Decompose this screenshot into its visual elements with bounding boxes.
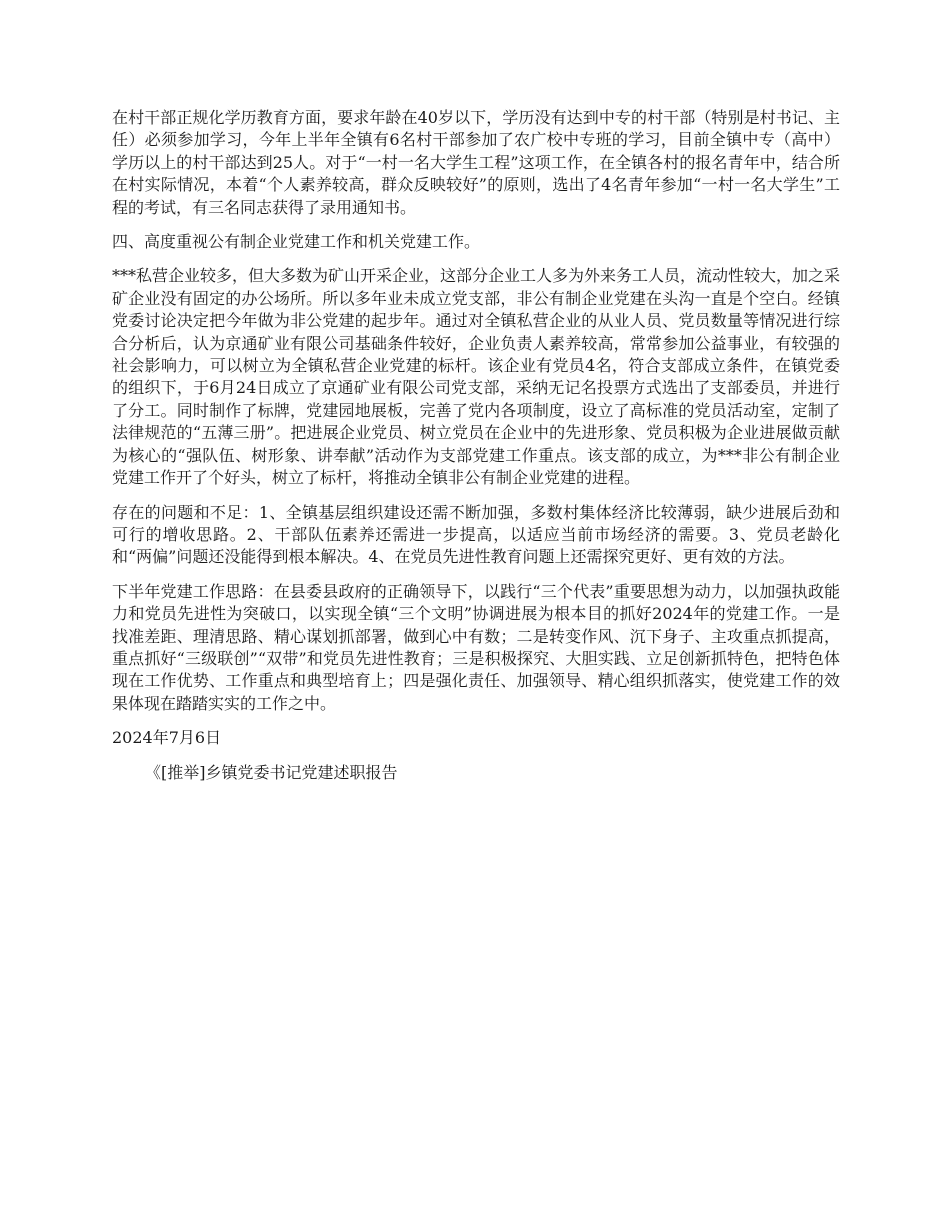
paragraph-problems: 存在的问题和不足：1、全镇基层组织建设还需不断加强，多数村集体经济比较薄弱，缺少进展后劲和可行的增收思路。2、干部队伍素养还需进一步提高，以适应当前市场经济的需要。3、党员老龄化和“两偏”问题还没能得到根本解决。4、在党员先进性教育问题上还需探究更好、更有效的方法。 <box>112 502 840 567</box>
paragraph-education: 在村干部正规化学历教育方面，要求年龄在40岁以下，学历没有达到中专的村干部（特别是村书记、主任）必须参加学习，今年上半年全镇有6名村干部参加了农广校中专班的学习，目前全镇中专（高中）学历以上的村干部达到25人。对于“一村一名大学生工程”这项工作，在全镇各村的报名青年中，结合所在村实际情况，本着“个人素养较高，群众反映较好”的原则，选出了4名青年参加“一村一名大学生”工程的考试，有三名同志获得了录用通知书。 <box>112 108 840 217</box>
paragraph-second-half-plan: 下半年党建工作思路：在县委县政府的正确领导下，以践行“三个代表”重要思想为动力，以加强执政能力和党员先进性为突破口，以实现全镇“三个文明”协调进展为根本目的抓好2024年的党建工作。一是找准差距、理清思路、精心谋划抓部署，做到心中有数；二是转变作风、沉下身子、主攻重点抓提高，重点抓好“三级联创”“双带”和党员先进性教育；三是积极探究、大胆实践、立足创新抓特色，把特色体现在工作优势、工作重点和典型培育上；四是强化责任、加强领导、精心组织抓落实，使党建工作的效果体现在踏踏实实的工作之中。 <box>112 581 840 713</box>
section-heading-four: 四、高度重视公有制企业党建工作和机关党建工作。 <box>112 232 481 252</box>
report-date: 2024年7月6日 <box>112 728 222 748</box>
report-title: 《[推举]乡镇党委书记党建述职报告 <box>145 762 398 782</box>
paragraph-private-enterprise: ***私营企业较多，但大多数为矿山开采企业，这部分企业工人多为外来务工人员，流动性较大，加之采矿企业没有固定的办公场所。所以多年业未成立党支部，非公有制企业党建在头沟一直是个空白。经镇党委讨论决定把今年做为非公党建的起步年。通过对全镇私营企业的从业人员、党员数量等情况进行综合分析后，认为京通矿业有限公司基础条件较好，企业负责人素养较高，常常参加公益事业，有较强的社会影响力，可以树立为全镇私营企业党建的标杆。该企业有党员4名，符合支部成立条件，在镇党委的组织下，于6月24日成立了京通矿业有限公司党支部，采纳无记名投票方式选出了支部委员，并进行了分工。同时制作了标牌，党建园地展板，完善了党内各项制度，设立了高标准的党员活动室，定制了法律规范的“五薄三册”。把进展企业党员、树立党员在企业中的先进形象、党员积极为企业进展做贡献为核心的“强队伍、树形象、讲奉献”活动作为支部党建工作重点。该支部的成立，为***非公有制企业党建工作开了个好头，树立了标杆，将推动全镇非公有制企业党建的进程。 <box>112 266 841 488</box>
document-page <box>112 107 840 784</box>
